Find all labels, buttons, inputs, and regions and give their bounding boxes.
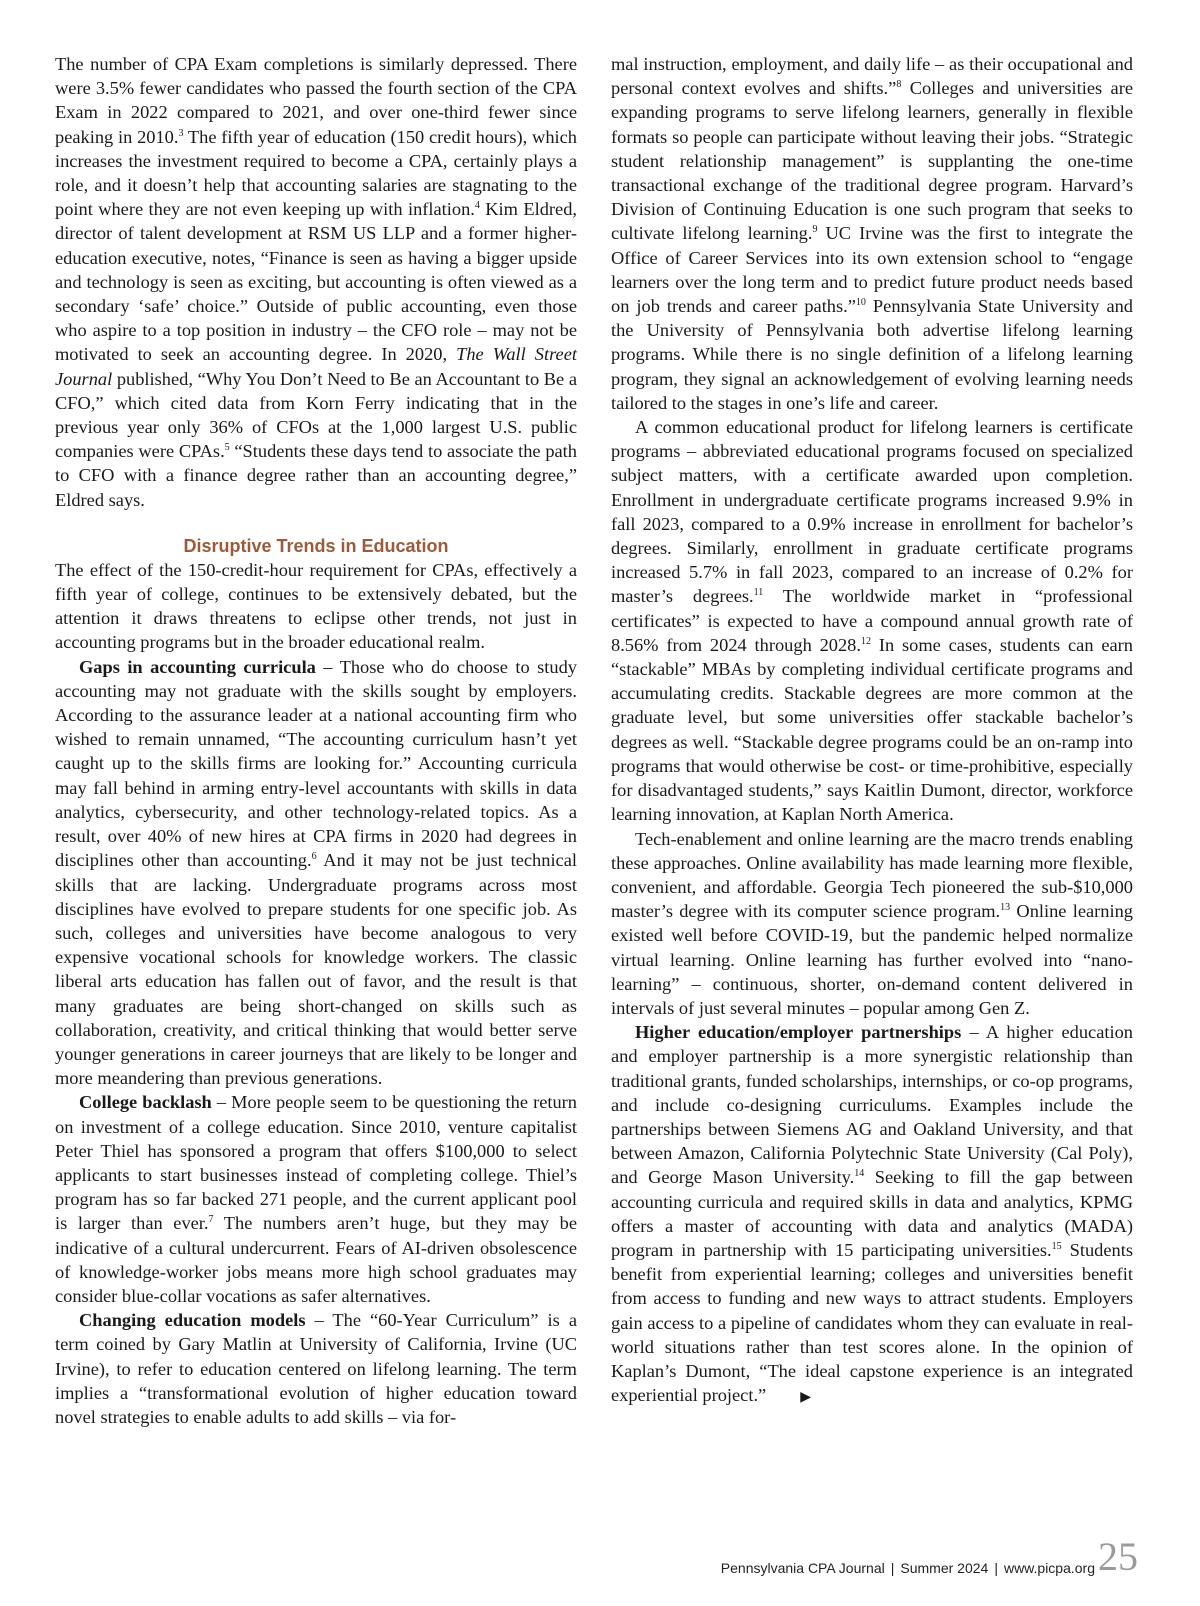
run-in-heading: Gaps in accounting curricula [79, 656, 316, 677]
footnote-ref: 8 [896, 79, 902, 91]
paragraph-150-credit-hour: The effect of the 150-credit-hour requirement for CPAs, effectively a fifth year of college, continues to be extensively debated, but the attention it draws threatens to eclipse other trends, not just in accounting programs but in the broader educational realm. [55, 559, 577, 653]
run-in-heading: Changing education models [79, 1310, 306, 1331]
footnote-ref: 15 [1051, 1240, 1062, 1252]
footnote-ref: 6 [311, 851, 317, 863]
run-in-heading: Higher education/employer partnerships [635, 1022, 962, 1043]
right-column [611, 52, 1133, 1410]
publication-title: The Wall Street Journal [55, 344, 577, 389]
paragraph-college-backlash: College backlash – More people seem to be questioning the return on investment of a college education. Since 2010, venture capitalist Peter Thiel has sponsored a program that offers $100,000 to select applicants to start businesses instead of completing college. Thiel’s program has so far backed 271 people, and the current applicant pool is larger than ever.$^7$ The numbers aren’t huge, but they may be indicative of a cultural undercurrent. Fears of AI-driven obsolescence of knowledge-worker jobs means more high school graduates may consider blue-collar vocations as safer alternatives. [55, 1092, 578, 1306]
continue-arrow-icon: ▶ [800, 1390, 811, 1406]
left-column [55, 52, 577, 1429]
footer-website-link[interactable]: www.picpa.org [1003, 1560, 1095, 1576]
footnote-ref: 4 [474, 200, 480, 212]
footer-separator: | [994, 1560, 998, 1576]
section-heading: Disruptive Trends in Education [183, 535, 449, 556]
footnote-ref: 12 [860, 635, 871, 647]
run-in-heading: College backlash [79, 1092, 212, 1113]
page-footer [0, 1560, 1095, 1576]
footnote-ref: 11 [753, 587, 764, 599]
footer-separator: | [890, 1560, 895, 1576]
paragraph-cpa-exam-completions: The number of CPA Exam completions is similarly depressed. There were 3.5% fewer candidates who passed the fourth section of the CPA Exam in 2022 compared to 2021, and over one-third fewer since peaking in 2010.$^3$ The fifth year of education (150 credit hours), which increases the investment required to become a CPA, certainly plays a role, and it doesn’t help that accounting salaries are stagnating to the point where they are not even keeping up with inflation.$^4$ Kim Eldred, director of talent development at RSM US LLP and a former higher-education executive, notes, “Finance is seen as having a bigger upside and technology is seen as exciting, but accounting is often viewed as a secondary ‘safe’ choice.” Outside of public accounting, even those who aspire to a top position in industry – the CFO role – may not be motivated to seek an accounting degree. In 2020, The Wall Street Journal published, “Why You Don’t Need to Be an Accountant to Be a CFO,” which cited data from Korn Ferry indicating that in the previous year only 36% of CFOs at the 1,000 largest U.S. public companies were CPAs.$^5$ “Students these days tend to associate the path to CFO with a finance degree rather than an accounting degree,” Eldred says. [55, 54, 577, 510]
footnote-ref: 5 [224, 442, 230, 454]
paragraph-lifelong-learning: mal instruction, employment, and daily life – as their occupational and personal context evolves and shifts.”$^8$ Colleges and universities are expanding programs to serve lifelong learners, generally in flexible formats so people can participate without leaving their jobs. “Strategic student relationship management” is supplanting the one-time transactional exchange of the traditional degree program. Harvard’s Division of Continuing Education is one such program that seeks to cultivate lifelong learning.$^9$ UC Irvine was the first to integrate the Office of Career Services into its own extension school to “engage learners over the long term and to predict future product needs based on job trends and career paths.”$^{10}$ Pennsylvania State University and the University of Pennsylvania both advertise lifelong learning programs. While there is no single definition of a lifelong learning program, they signal an acknowledgement of evolving learning needs tailored to the stages in one’s life and career. [611, 54, 1133, 413]
paragraph-gaps-in-curricula: Gaps in accounting curricula – Those who do choose to study accounting may not graduate with the skills sought by employers. According to the assurance leader at a national accounting firm who wished to remain unnamed, “The accounting curriculum hasn’t yet caught up to the skills firms are looking for.” Accounting curricula may fall behind in arming entry-level accountants with skills in data analytics, cybersecurity, and other technology-related topics. As a result, over 40% of new hires at CPA firms in 2020 had degrees in disciplines other than accounting.$^6$ And it may not be just technical skills that are lacking. Undergraduate programs across most disciplines have evolved to prepare students for one specific job. As such, colleges and universities have become analogous to very expensive vocational schools for knowledge workers. The classic liberal arts education has fallen out of favor, and the result is that many graduates are being short-changed on skills such as collaboration, creativity, and critical thinking that would better serve younger generations in career journeys that are likely to be longer and more meandering than previous generations. [55, 656, 577, 1089]
footer-issue: Summer 2024 [900, 1560, 989, 1576]
paragraph-changing-education-models: Changing education models – The “60-Year Curriculum” is a term coined by Gary Matlin at University of California, Irvine (UC Irvine), to refer to education centered on lifelong learning. The term implies a “transformational evolution of higher education toward novel strategies to enable adults to add skills – via for- [55, 1310, 577, 1427]
footnote-ref: 10 [855, 296, 866, 308]
footnote-ref: 14 [854, 1168, 865, 1180]
page-number: 25 [1098, 1534, 1138, 1579]
paragraph-certificate-programs: A common educational product for lifelong learners is certificate programs – abbreviated educational programs focused on specialized subject matters, with a certificate awarded upon completion. Enrollment in undergraduate certificate programs increased 9.9% in fall 2023, compared to a 0.9% increase in enrollment for bachelor’s degrees. Similarly, enrollment in graduate certificate programs increased 5.7% in fall 2023, compared to an increase of 0.2% for master’s degrees.$^{11}$ The worldwide market in “professional certificates” is expected to have a compound annual growth rate of 8.56% from 2024 through 2028.12 In some cases, students can earn “stackable” MBAs by completing individual certificate programs and accumulating credits. Stackable degrees are more common at the graduate level, but some universities offer stackable bachelor’s degrees as well. “Stackable degree programs could be an on-ramp into programs that would otherwise be cost- or time-prohibitive, especially for disadvantaged students,” says Kaitlin Dumont, director, workforce learning innovation, at Kaplan North America. [611, 417, 1133, 825]
footnote-ref: 7 [208, 1214, 214, 1226]
footnote-ref: 9 [812, 224, 818, 236]
footnote-ref: 3 [178, 127, 184, 139]
paragraph-employer-partnerships: Higher education/employer partnerships – A higher education and employer partnership is a more synergistic relationship than traditional grants, funded scholarships, internships, or co-op programs, and include co-designing curriculums. Examples include the partnerships between Siemens AG and Oakland University, and that between Amazon, California Polytechnic State University (Cal Poly), and George Mason University.$^{14}$ Seeking to fill the gap between accounting curricula and required skills in data and analytics, KPMG offers a master of accounting with data and analytics (MADA) program in partnership with 15 participating universities.$^{15}$ Students benefit from experiential learning; colleges and universities benefit from access to funding and new ways to attract students. Employers gain access to a pipeline of candidates whom they can evaluate in real-world situations rather than test scores alone. In the opinion of Kaplan’s Dumont, “The ideal capstone experience is an integrated experiential project.” ▶ [611, 1020, 1133, 1410]
footer-journal-name: Pennsylvania CPA Journal [720, 1560, 885, 1576]
paragraph-online-learning: Tech-enablement and online learning are the macro trends enabling these approaches. Online availability has made learning more flexible, convenient, and affordable. Georgia Tech pioneered the sub-$10,000 master’s degree with its computer science program.$^{13}$ Online learning existed well before COVID-19, but the pandemic helped normalize virtual learning. Online learning has further evolved into “nano-learning” – continuous, shorter, on-demand content delivered in intervals of just several minutes – popular among Gen Z. [611, 828, 1133, 1018]
footnote-ref: 13 [1000, 901, 1011, 913]
